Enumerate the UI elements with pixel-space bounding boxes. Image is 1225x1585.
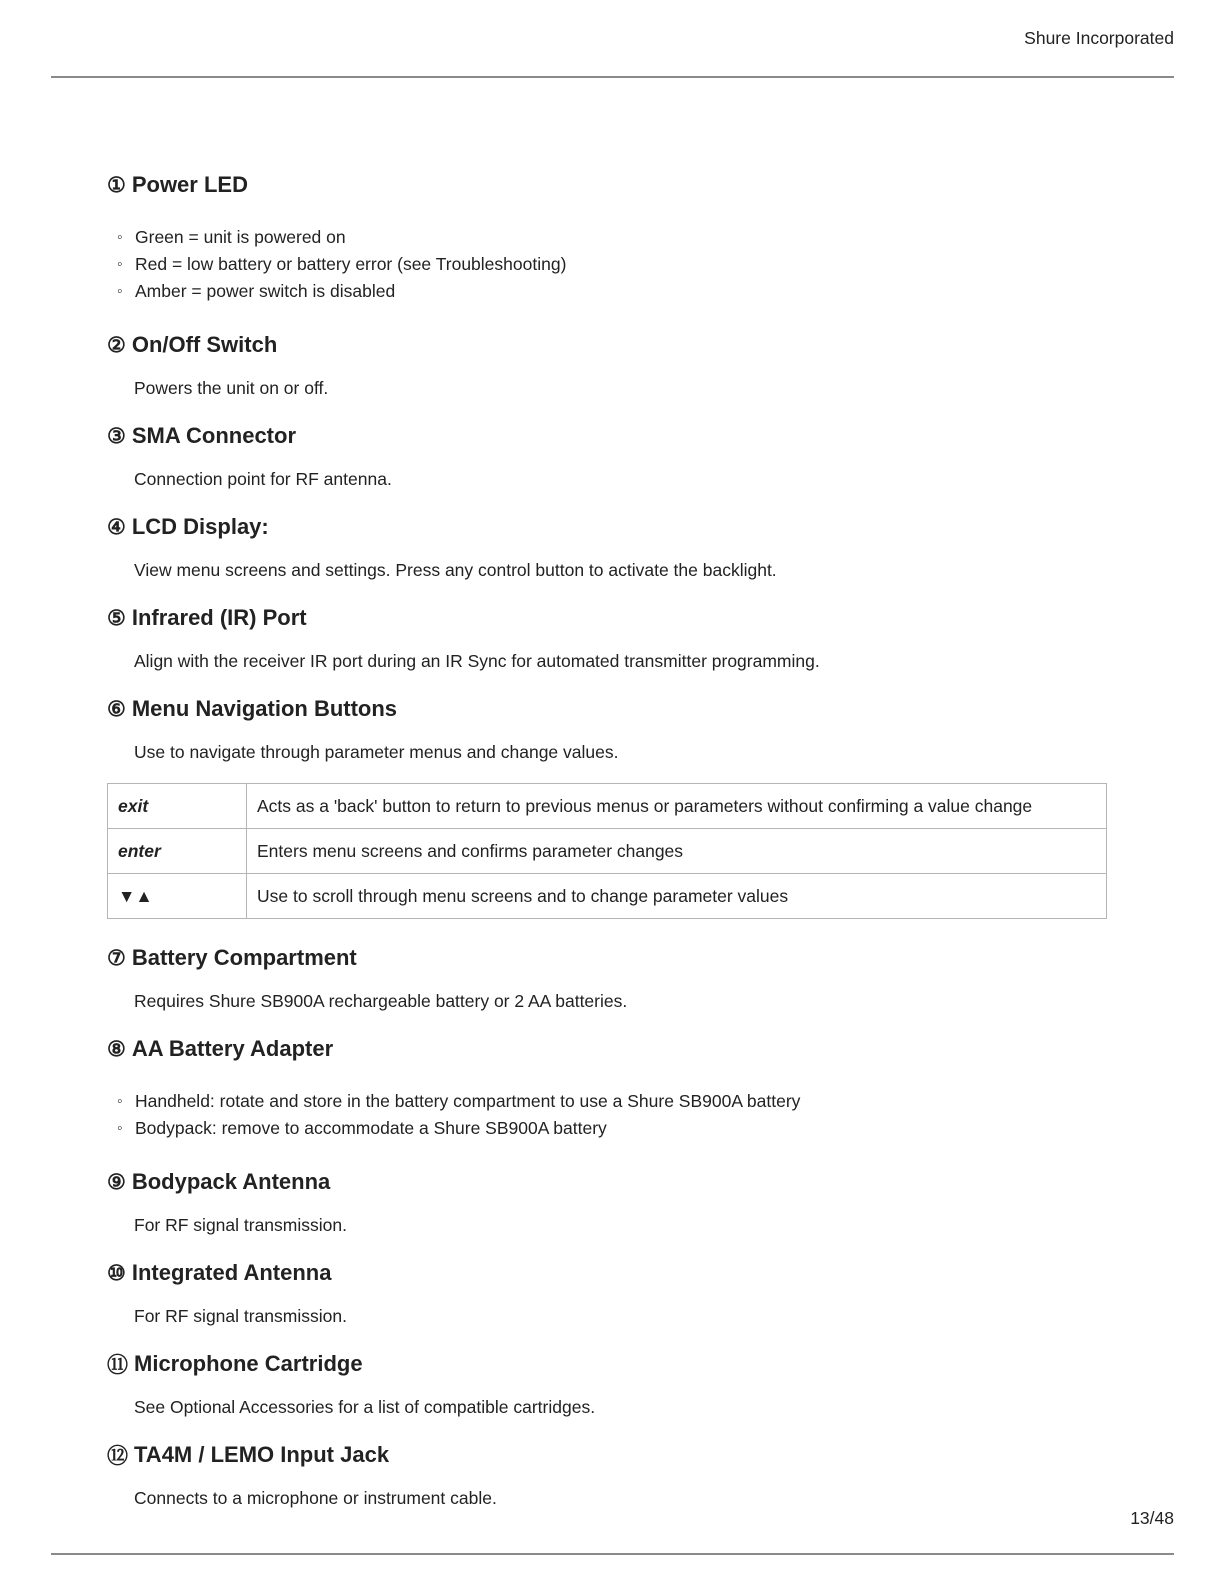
- table-value-cell: Acts as a 'back' button to return to previous menus or parameters without confirming a value change: [247, 784, 1107, 829]
- table-row: [108, 874, 1107, 919]
- section-title: Bodypack Antenna: [131, 1169, 331, 1194]
- list-item: ◦ Handheld: rotate and store in the battery compartment to use a Shure SB900A battery: [117, 1088, 1117, 1115]
- section-lcd-display: [107, 510, 1117, 581]
- section-title: Battery Compartment: [131, 945, 357, 970]
- section-battery-compartment: [107, 941, 1117, 1012]
- page-number: 13/48: [1130, 1508, 1174, 1528]
- section-bodypack-antenna: [107, 1165, 1117, 1236]
- section-number: ⑤: [107, 606, 126, 630]
- section-title: TA4M / LEMO Input Jack: [134, 1442, 390, 1467]
- section-microphone-cartridge: [107, 1347, 1117, 1418]
- section-sma-connector: [107, 419, 1117, 490]
- section-number: ⑧: [107, 1037, 126, 1061]
- section-description: For RF signal transmission.: [134, 1306, 347, 1326]
- section-description: Requires Shure SB900A rechargeable battery or 2 AA batteries.: [134, 991, 628, 1011]
- footer-divider: [51, 1553, 1174, 1555]
- section-description: Powers the unit on or off.: [134, 378, 329, 398]
- section-description: Connects to a microphone or instrument cable.: [134, 1488, 497, 1508]
- section-description: Align with the receiver IR port during an IR Sync for automated transmitter programming.: [134, 651, 820, 671]
- bullet-list: [107, 1088, 1117, 1142]
- section-number: ②: [107, 333, 126, 357]
- section-power-led: [107, 168, 1117, 305]
- section-description: Use to navigate through parameter menus and change values.: [134, 742, 619, 762]
- list-item: ◦ Amber = power switch is disabled: [117, 278, 1117, 305]
- section-title: Microphone Cartridge: [134, 1351, 363, 1376]
- section-title: Power LED: [131, 172, 248, 197]
- table-value-cell: Use to scroll through menu screens and to change parameter values: [247, 874, 1107, 919]
- button-table: [107, 783, 1107, 919]
- list-item: ◦ Red = low battery or battery error (see Troubleshooting): [117, 251, 1117, 278]
- section-title: Infrared (IR) Port: [131, 605, 307, 630]
- section-on-off-switch: [107, 328, 1117, 399]
- section-infrared-port: [107, 601, 1117, 672]
- section-number: ⑩: [107, 1261, 126, 1285]
- list-item: ◦ Bodypack: remove to accommodate a Shure SB900A battery: [117, 1115, 1117, 1142]
- section-description: For RF signal transmission.: [134, 1215, 347, 1235]
- section-number: ⑦: [107, 946, 126, 970]
- section-number: ⑨: [107, 1170, 126, 1194]
- section-title: AA Battery Adapter: [131, 1036, 334, 1061]
- table-row: [108, 784, 1107, 829]
- section-ta4m-lemo-input-jack: [107, 1438, 1117, 1509]
- list-item: ◦ Green = unit is powered on: [117, 224, 1117, 251]
- table-key-cell: ▼▲: [108, 874, 247, 919]
- section-title: LCD Display:: [131, 514, 269, 539]
- table-key-cell: exit: [108, 784, 247, 829]
- document-body: [107, 168, 1117, 1509]
- section-aa-battery-adapter: [107, 1032, 1117, 1142]
- section-number: ⑪: [107, 1354, 128, 1377]
- section-title: SMA Connector: [131, 423, 297, 448]
- section-title: Menu Navigation Buttons: [131, 696, 398, 721]
- table-key-cell: enter: [108, 829, 247, 874]
- section-number: ③: [107, 424, 126, 448]
- section-description: See Optional Accessories for a list of compatible cartridges.: [134, 1397, 596, 1417]
- section-integrated-antenna: [107, 1256, 1117, 1327]
- section-number: ⑥: [107, 697, 126, 721]
- section-number: ④: [107, 515, 126, 539]
- section-number: ①: [107, 173, 126, 197]
- section-menu-navigation-buttons: [107, 692, 1117, 919]
- section-title: On/Off Switch: [131, 332, 278, 357]
- header-company: Shure Incorporated: [1024, 28, 1174, 48]
- section-description: Connection point for RF antenna.: [134, 469, 392, 489]
- section-description: View menu screens and settings. Press any control button to activate the backlight.: [134, 560, 777, 580]
- bullet-list: [107, 224, 1117, 305]
- table-row: [108, 829, 1107, 874]
- section-number: ⑫: [107, 1445, 128, 1468]
- table-value-cell: Enters menu screens and confirms parameter changes: [247, 829, 1107, 874]
- section-title: Integrated Antenna: [131, 1260, 332, 1285]
- header-divider: [51, 76, 1174, 78]
